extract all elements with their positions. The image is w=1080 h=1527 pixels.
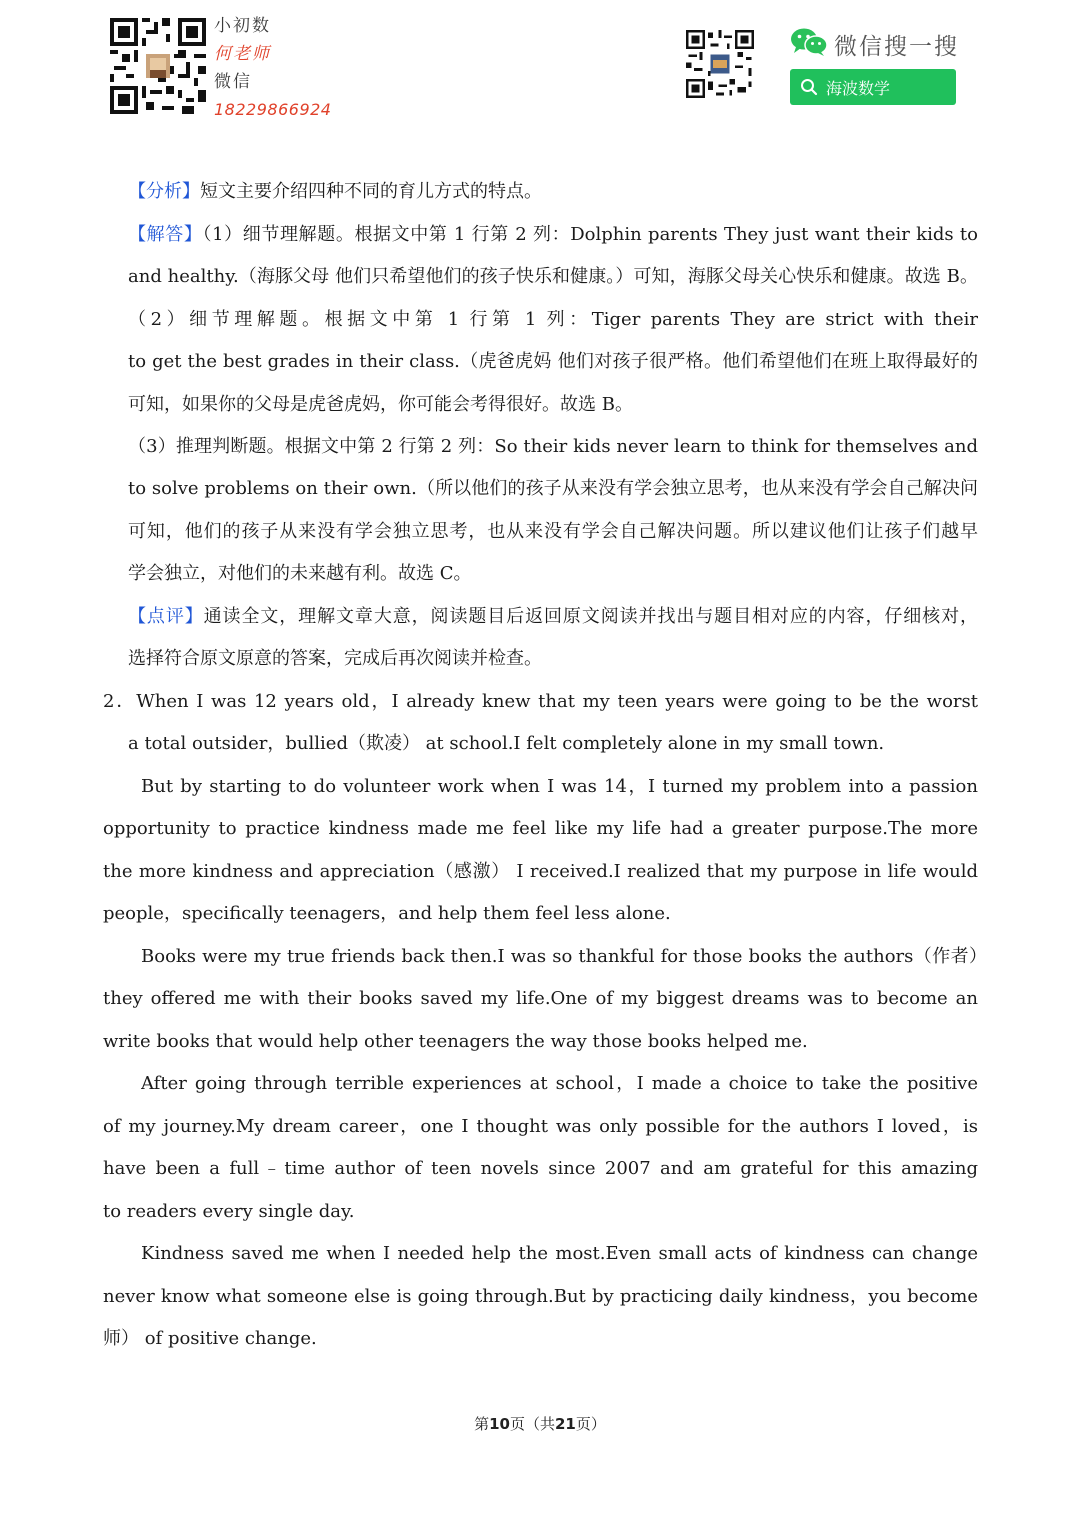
paragraph-4-line-2: never know what someone else is going through.But by practicing daily kindness，you become	[103, 1286, 978, 1307]
page-footer	[0, 1413, 1080, 1434]
comment-tag: 【点评】	[128, 606, 204, 627]
answer-2-line-3: 可知，如果你的父母是虎爸虎妈，你可能会考得很好。故选 B。	[128, 394, 633, 415]
answer-2-line-1: （2）细节理解题。根据文中第 1 行第 1 列：Tiger parents They are strict with their	[128, 309, 978, 330]
comment-line-1	[128, 596, 978, 638]
contact-line-teacher: 何老师	[214, 44, 271, 64]
comment-line-2: 选择符合原文原意的答案，完成后再次阅读并检查。	[128, 648, 542, 669]
analysis-line	[128, 171, 542, 213]
analysis-tag: 【分析】	[128, 181, 200, 202]
answer-3-line-1: （3）推理判断题。根据文中第 2 行第 2 列：So their kids never learn to think for themselves and	[128, 436, 978, 457]
contact-phone: 18229866924	[214, 100, 332, 119]
wechat-search-button[interactable]	[790, 69, 956, 105]
teacher-contact	[214, 12, 354, 124]
qr-code-right	[686, 30, 754, 98]
paragraph-3-line-3: have been a full﹣time author of teen novels since 2007 and am grateful for this amazing	[103, 1158, 978, 1179]
paragraph-2-line-3: write books that would help other teenagers the way those books helped me.	[103, 1031, 808, 1052]
paragraph-2-line-2: they offered me with their books saved my life.One of my biggest dreams was to become an	[103, 988, 978, 1009]
contact-line-grade: 小初数	[214, 16, 271, 36]
paragraph-1-line-1: But by starting to do volunteer work when I was 14，I turned my problem into a passion	[141, 776, 978, 797]
current-page-number: 10	[489, 1415, 510, 1433]
footer-prefix: 第	[474, 1415, 490, 1433]
contact-line-wechat: 微信	[214, 72, 252, 92]
paragraph-1-line-2: opportunity to practice kindness made me feel like my life had a greater purpose.The more	[103, 818, 978, 839]
wechat-search-title: 微信搜一搜	[834, 33, 959, 60]
answer-tag: 【解答】	[128, 224, 203, 245]
footer-suffix: 页）	[575, 1415, 606, 1433]
answer-line-2: and healthy.（海豚父母 他们只希望他们的孩子快乐和健康。）可知，海豚父母关心快乐和健康。故选 B。	[128, 266, 978, 287]
wechat-logo-icon	[790, 27, 828, 61]
answer-3-line-3: 可知，他们的孩子从来没有学会独立思考，也从来没有学会自己解决问题。所以建议他们让孩子们越早	[128, 521, 978, 542]
qr-code-left	[110, 18, 206, 114]
question-2-line-2: a total outsider，bullied（欺凌） at school.I felt completely alone in my small town.	[128, 733, 885, 754]
total-page-number: 21	[555, 1415, 576, 1433]
paragraph-3-line-4: to readers every single day.	[103, 1201, 355, 1222]
search-icon	[800, 78, 818, 96]
answer-2-line-2: to get the best grades in their class.（虎爸虎妈 他们对孩子很严格。他们希望他们在班上取得最好的	[128, 351, 978, 372]
comment-text-1: 通读全文，理解文章大意，阅读题目后返回原文阅读并找出与题目相对应的内容，仔细核对，	[203, 606, 978, 627]
paragraph-4-line-3: 师） of positive change.	[103, 1328, 317, 1349]
wechat-search-button-label: 海波数学	[826, 78, 891, 98]
answer-line-1	[128, 214, 978, 256]
question-2-line-1: 2．When I was 12 years old，I already knew that my teen years were going to be the worst	[103, 691, 978, 712]
paragraph-1-line-3: the more kindness and appreciation（感激） I received.I realized that my purpose in life would	[103, 861, 978, 882]
answer-3-line-4: 学会独立，对他们的未来越有利。故选 C。	[128, 563, 472, 584]
paragraph-1-line-4: people，specifically teenagers，and help them feel less alone.	[103, 903, 671, 924]
wechat-search-widget	[790, 24, 965, 105]
answer-3-line-2: to solve problems on their own.（所以他们的孩子从来没有学会独立思考，也从来没有学会自己解决问	[128, 478, 978, 499]
footer-mid: 页（共	[509, 1415, 555, 1433]
paragraph-2-line-1: Books were my true friends back then.I was so thankful for those books the authors（作者）	[141, 946, 978, 967]
paragraph-3-line-1: After going through terrible experiences at school，I made a choice to take the positive	[141, 1073, 978, 1094]
answer-1-text-1: （1）细节理解题。根据文中第 1 行第 2 列：Dolphin parents They just want their kids to	[202, 224, 978, 245]
analysis-text: 短文主要介绍四种不同的育儿方式的特点。	[200, 181, 542, 202]
paragraph-4-line-1: Kindness saved me when I needed help the most.Even small acts of kindness can change	[141, 1243, 978, 1264]
paragraph-3-line-2: of my journey.My dream career，one I thought was only possible for the authors I loved，is	[103, 1116, 978, 1137]
